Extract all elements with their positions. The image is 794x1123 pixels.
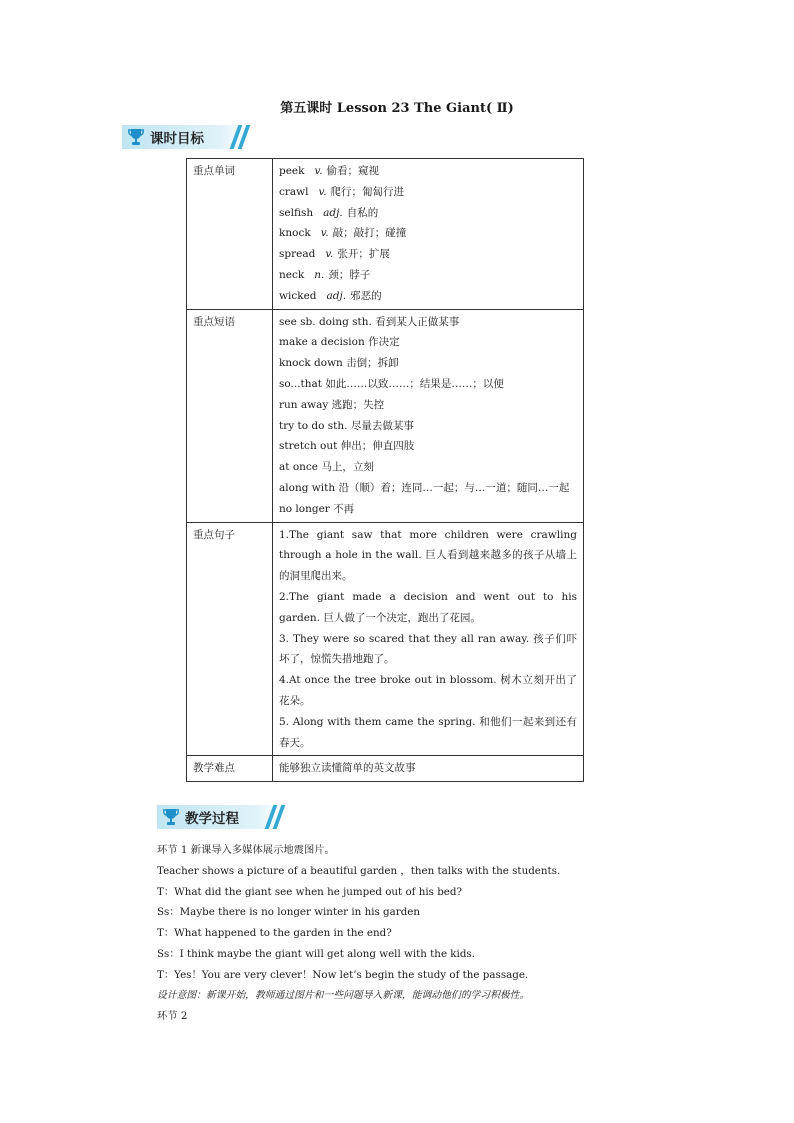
process-body (157, 840, 627, 1027)
phrase-line (279, 499, 577, 520)
phrase: stretch out (279, 440, 338, 453)
word: knock (279, 227, 311, 240)
phrase: along with (279, 481, 336, 494)
word: peek (279, 165, 305, 177)
phrase-line (279, 395, 577, 416)
word: neck (279, 268, 305, 281)
phrase-line (279, 374, 577, 395)
word-meaning: 自私的 (346, 206, 379, 219)
process-line: Teacher shows a picture of a beautiful garden ，then talks with the students. (157, 864, 561, 877)
key-sentence: 3. They were so scared that they all ran away. 孩子们吓坏了，惊慌失措地跑了。 (279, 632, 577, 666)
word-line (279, 161, 577, 182)
table-row (187, 756, 584, 782)
phrase: see sb. doing sth. (279, 315, 372, 328)
phrase-line (279, 332, 577, 353)
key-sentence: 1.The giant saw that more children were crawling through a hole in the wall. 巨人看到越来越多的孩子从墙上的洞里爬出来。 (279, 528, 577, 583)
phrase-line (279, 416, 577, 437)
word: wicked (279, 289, 317, 302)
section-title-process: 教学过程 (185, 811, 239, 827)
key-sentence: 4.At once the tree broke out in blossom. 树木立刻开出了花朵。 (279, 674, 577, 707)
part-of-speech: adj. (326, 289, 347, 302)
phrase: so...that (279, 377, 322, 390)
row-label: 重点句子 (187, 522, 273, 756)
sentences-cell (273, 522, 584, 756)
key-sentence: 2.The giant made a decision and went out to his garden. 巨人做了一个决定，跑出了花园。 (279, 590, 577, 624)
word: spread (279, 248, 316, 261)
word-line (279, 265, 577, 286)
phrase: knock down (279, 357, 343, 370)
phrase: try to do sth. (279, 419, 348, 432)
phrase-meaning: 伸出；伸直四肢 (340, 440, 415, 453)
phrase: run away (279, 398, 329, 411)
phrase: at once (279, 461, 318, 474)
phrase-line (279, 478, 577, 499)
row-label: 教学难点 (187, 756, 273, 782)
phrase-meaning: 马上，立刻 (321, 461, 374, 474)
trophy-icon (163, 808, 179, 826)
word-meaning: 偷看；窥视 (326, 165, 380, 177)
process-line: Ss：I think maybe the giant will get along well with the kids. (157, 947, 475, 960)
step-2-label: 环节 2 (157, 1010, 188, 1023)
part-of-speech: adj. (323, 206, 343, 219)
process-line: T：Yes！You are very clever！Now let’s begin the study of the passage. (157, 968, 529, 981)
section-banner-process (157, 805, 281, 829)
word-line (279, 286, 577, 307)
phrase-meaning: 如此……以致……；结果是……；以便 (325, 377, 504, 390)
phrase-line (279, 312, 577, 333)
key-sentence: 5. Along with them came the spring. 和他们一起来到还有春天。 (279, 715, 577, 749)
part-of-speech: n. (314, 268, 325, 281)
design-note: 设计意图：新课开始，教师通过图片和一些问题导入新课，能调动他们的学习积极性。 (157, 989, 530, 1001)
table-row (187, 159, 584, 310)
word: selfish (279, 206, 314, 219)
word-meaning: 敲；敲打；碰撞 (332, 227, 407, 240)
word-line (279, 182, 577, 203)
phrase-meaning: 尽量去做某事 (350, 419, 414, 432)
phrase-meaning: 作决定 (368, 336, 400, 349)
table-row (187, 522, 584, 756)
section-banner-goals (122, 125, 246, 149)
phrase-line (279, 457, 577, 478)
phrase-meaning: 看到某人正做某事 (375, 315, 460, 328)
phrases-cell (273, 309, 584, 522)
phrase-meaning: 沿（顺）着；连同…一起；与…一道；随同…一起 (338, 481, 570, 494)
section-title-goals: 课时目标 (150, 131, 204, 147)
part-of-speech: v. (318, 185, 327, 198)
process-line: 环节 1 新课导入多媒体展示地震图片。 (157, 844, 335, 856)
part-of-speech: v. (314, 165, 323, 177)
phrase-meaning: 逃跑；失控 (331, 398, 385, 411)
row-label: 重点短语 (187, 309, 273, 522)
part-of-speech: v. (325, 248, 334, 261)
phrase: no longer (279, 502, 330, 515)
word: crawl (279, 185, 309, 198)
word-line (279, 223, 577, 244)
process-line: T：What did the giant see when he jumped out of his bed? (157, 885, 463, 898)
word-line (279, 244, 577, 265)
goals-table (186, 158, 584, 782)
phrase: make a decision (279, 336, 365, 349)
process-line: T：What happened to the garden in the end? (157, 927, 392, 940)
phrase-meaning: 击倒；拆卸 (346, 357, 399, 370)
words-cell (273, 159, 584, 310)
table-row (187, 309, 584, 522)
word-line (279, 203, 577, 224)
part-of-speech: v. (320, 227, 329, 240)
difficulty-text: 能够独立读懂简单的英文故事 (273, 756, 584, 782)
phrase-line (279, 353, 577, 374)
trophy-icon (128, 128, 144, 146)
word-meaning: 张开；扩展 (337, 248, 390, 261)
process-lines (157, 840, 627, 986)
word-meaning: 邪恶的 (350, 289, 382, 302)
phrase-line (279, 436, 577, 457)
process-line: Ss：Maybe there is no longer winter in his garden (157, 906, 421, 919)
word-meaning: 颈；脖子 (328, 268, 371, 281)
row-label: 重点单词 (187, 159, 273, 310)
page-title: 第五课时 Lesson 23 The Giant( Ⅱ) (280, 101, 514, 116)
phrase-meaning: 不再 (333, 502, 355, 515)
word-meaning: 爬行；匍匐行进 (330, 185, 405, 198)
